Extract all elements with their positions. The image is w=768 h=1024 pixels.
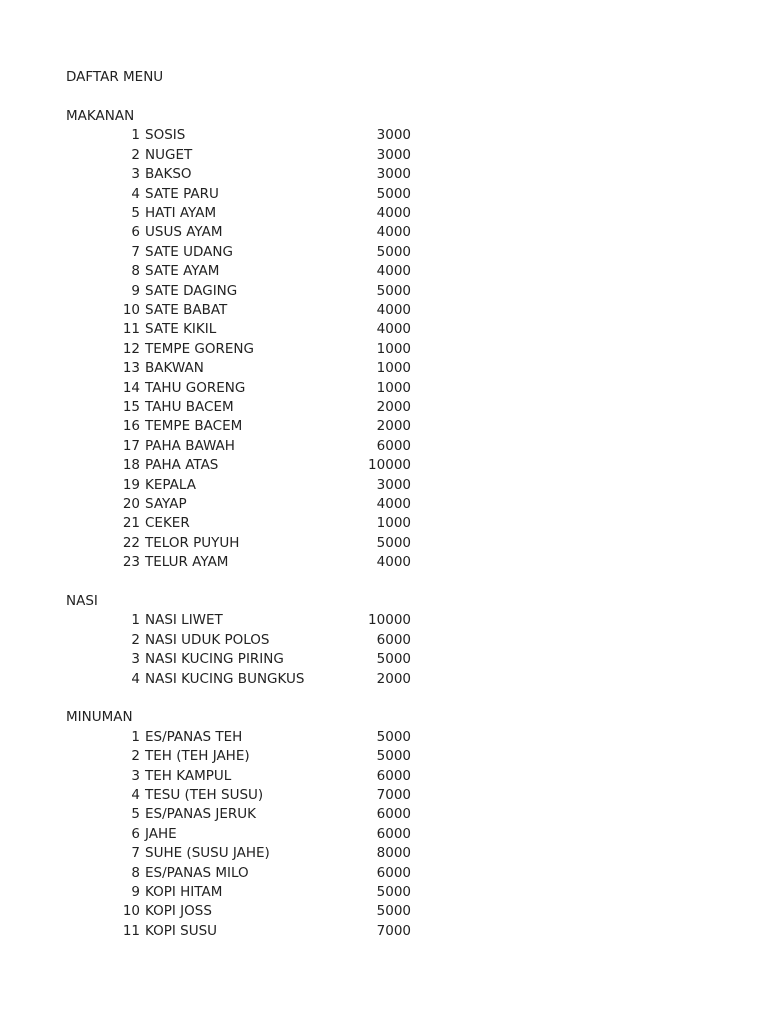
menu-item-row xyxy=(0,864,420,883)
document-title: DAFTAR MENU xyxy=(66,69,164,85)
menu-item-row xyxy=(0,282,420,301)
item-price: 4000 xyxy=(376,321,411,338)
item-number: 3 xyxy=(131,166,140,183)
item-name: SATE BABAT xyxy=(145,302,228,318)
menu-item-row xyxy=(0,223,420,242)
item-name: HATI AYAM xyxy=(145,205,217,221)
item-number: 11 xyxy=(122,321,140,338)
item-name: KEPALA xyxy=(145,476,196,493)
item-number: 7 xyxy=(131,243,140,260)
item-name: TESU (TEH SUSU) xyxy=(145,787,264,803)
item-name: USUS AYAM xyxy=(145,224,223,241)
menu-item-row xyxy=(0,650,420,669)
section-title: MINUMAN xyxy=(66,709,133,726)
menu-item-row xyxy=(0,301,420,320)
menu-item-row xyxy=(0,398,420,417)
item-price: 4000 xyxy=(376,224,411,241)
item-name: NASI LIWET xyxy=(145,612,223,629)
menu-item-row xyxy=(0,902,420,921)
item-name: SOSIS xyxy=(145,127,186,144)
item-name: SATE AYAM xyxy=(145,263,220,280)
item-number: 4 xyxy=(131,670,140,687)
menu-item-row xyxy=(0,437,420,456)
title-line xyxy=(0,68,400,87)
item-price: 5000 xyxy=(376,728,411,745)
item-price: 8000 xyxy=(376,845,411,862)
item-number: 2 xyxy=(131,748,140,765)
item-price: 6000 xyxy=(376,825,411,842)
item-number: 7 xyxy=(131,845,140,862)
item-price: 2000 xyxy=(376,670,411,687)
item-number: 4 xyxy=(131,787,140,803)
item-number: 12 xyxy=(122,340,140,357)
item-price: 2000 xyxy=(376,399,411,415)
item-name: TEH (TEH JAHE) xyxy=(145,748,250,765)
menu-item-row xyxy=(0,456,420,475)
item-price: 1000 xyxy=(376,379,411,396)
menu-item-row xyxy=(0,243,420,262)
menu-item-row xyxy=(0,126,420,145)
menu-item-row xyxy=(0,825,420,844)
item-number: 8 xyxy=(131,263,140,280)
item-number: 1 xyxy=(131,612,140,629)
item-name: CEKER xyxy=(145,515,190,532)
menu-item-row xyxy=(0,922,420,941)
item-number: 8 xyxy=(131,864,140,881)
item-number: 1 xyxy=(131,728,140,745)
item-price: 3000 xyxy=(376,476,411,493)
menu-item-row xyxy=(0,514,420,533)
item-number: 17 xyxy=(122,437,140,454)
menu-item-row xyxy=(0,476,420,495)
item-number: 2 xyxy=(131,146,140,163)
item-name: PAHA ATAS xyxy=(145,457,219,474)
item-name: TAHU BACEM xyxy=(145,399,234,415)
item-name: SUHE (SUSU JAHE) xyxy=(145,845,270,862)
item-price: 4000 xyxy=(376,263,411,280)
item-number: 23 xyxy=(122,554,140,571)
section-header-line xyxy=(0,592,400,611)
menu-item-row xyxy=(0,340,420,359)
item-name: KOPI SUSU xyxy=(145,922,218,939)
item-name: ES/PANAS TEH xyxy=(145,728,243,745)
item-name: JAHE xyxy=(145,825,177,842)
menu-item-row xyxy=(0,805,420,824)
item-name: NASI KUCING PIRING xyxy=(145,651,284,668)
item-name: TEH KAMPUL xyxy=(145,767,232,784)
item-number: 9 xyxy=(131,282,140,299)
menu-item-row xyxy=(0,670,420,689)
item-number: 21 xyxy=(122,515,140,532)
item-price: 6000 xyxy=(376,631,411,648)
item-price: 5000 xyxy=(376,243,411,260)
item-price: 7000 xyxy=(376,922,411,939)
item-number: 13 xyxy=(122,360,140,377)
item-number: 4 xyxy=(131,185,140,202)
item-price: 4000 xyxy=(376,496,411,512)
item-name: NUGET xyxy=(145,146,193,163)
menu-item-row xyxy=(0,262,420,281)
menu-item-row xyxy=(0,495,420,514)
item-number: 6 xyxy=(131,224,140,241)
menu-item-row xyxy=(0,320,420,339)
item-price: 2000 xyxy=(376,418,411,435)
item-price: 4000 xyxy=(376,554,411,571)
menu-item-row xyxy=(0,165,420,184)
menu-item-row xyxy=(0,767,420,786)
section-header-line xyxy=(0,708,400,727)
menu-item-row xyxy=(0,631,420,650)
item-price: 4000 xyxy=(376,302,411,318)
item-name: SATE UDANG xyxy=(145,243,233,260)
item-number: 5 xyxy=(131,205,140,221)
menu-item-row xyxy=(0,728,420,747)
section-title: NASI xyxy=(66,593,98,609)
menu-item-row xyxy=(0,747,420,766)
item-number: 3 xyxy=(131,767,140,784)
item-name: TEMPE BACEM xyxy=(145,418,243,435)
item-name: BAKWAN xyxy=(145,360,204,377)
item-number: 5 xyxy=(131,806,140,823)
menu-item-row xyxy=(0,379,420,398)
item-name: BAKSO xyxy=(145,166,192,183)
item-price: 5000 xyxy=(376,185,411,202)
item-price: 7000 xyxy=(376,787,411,803)
item-name: NASI KUCING BUNGKUS xyxy=(145,670,305,687)
item-number: 20 xyxy=(122,496,140,512)
item-number: 9 xyxy=(131,884,140,900)
item-number: 19 xyxy=(122,476,140,493)
item-name: SATE PARU xyxy=(145,185,219,202)
menu-item-row xyxy=(0,883,420,902)
item-name: TAHU GORENG xyxy=(145,379,246,396)
menu-item-row xyxy=(0,185,420,204)
item-name: SAYAP xyxy=(145,496,187,512)
item-price: 1000 xyxy=(376,515,411,532)
item-price: 1000 xyxy=(376,340,411,357)
item-name: TEMPE GORENG xyxy=(145,340,254,357)
item-name: NASI UDUK POLOS xyxy=(145,631,270,648)
menu-item-row xyxy=(0,553,420,572)
item-price: 6000 xyxy=(376,806,411,823)
item-name: SATE KIKIL xyxy=(145,321,217,338)
menu-item-row xyxy=(0,786,420,805)
item-number: 18 xyxy=(122,457,140,474)
item-number: 10 xyxy=(122,302,140,318)
item-number: 2 xyxy=(131,631,140,648)
item-name: ES/PANAS MILO xyxy=(145,864,249,881)
item-price: 3000 xyxy=(376,146,411,163)
item-price: 6000 xyxy=(376,437,411,454)
menu-item-row xyxy=(0,611,420,630)
item-price: 5000 xyxy=(376,282,411,299)
menu-item-row xyxy=(0,146,420,165)
item-number: 10 xyxy=(122,903,140,920)
menu-item-row xyxy=(0,359,420,378)
item-price: 10000 xyxy=(368,457,411,474)
item-number: 14 xyxy=(122,379,140,396)
item-price: 5000 xyxy=(376,884,411,900)
item-price: 3000 xyxy=(376,166,411,183)
item-name: KOPI JOSS xyxy=(145,903,212,920)
item-price: 5000 xyxy=(376,903,411,920)
menu-item-row xyxy=(0,417,420,436)
item-number: 6 xyxy=(131,825,140,842)
item-price: 10000 xyxy=(368,612,411,629)
item-name: TELOR PUYUH xyxy=(145,534,240,551)
section-title: MAKANAN xyxy=(66,108,135,124)
item-name: SATE DAGING xyxy=(145,282,238,299)
item-name: ES/PANAS JERUK xyxy=(145,806,256,823)
item-number: 16 xyxy=(122,418,140,435)
menu-item-row xyxy=(0,204,420,223)
menu-item-row xyxy=(0,534,420,553)
item-number: 22 xyxy=(122,534,140,551)
item-number: 15 xyxy=(122,399,140,415)
item-price: 5000 xyxy=(376,748,411,765)
item-number: 1 xyxy=(131,127,140,144)
item-price: 1000 xyxy=(376,360,411,377)
item-number: 3 xyxy=(131,651,140,668)
item-number: 11 xyxy=(122,922,140,939)
section-header-line xyxy=(0,107,400,126)
item-price: 4000 xyxy=(376,205,411,221)
item-name: PAHA BAWAH xyxy=(145,437,235,454)
item-name: KOPI HITAM xyxy=(145,884,223,900)
item-price: 3000 xyxy=(376,127,411,144)
item-price: 6000 xyxy=(376,767,411,784)
item-price: 5000 xyxy=(376,651,411,668)
item-price: 5000 xyxy=(376,534,411,551)
item-name: TELUR AYAM xyxy=(145,554,229,571)
item-price: 6000 xyxy=(376,864,411,881)
menu-item-row xyxy=(0,844,420,863)
